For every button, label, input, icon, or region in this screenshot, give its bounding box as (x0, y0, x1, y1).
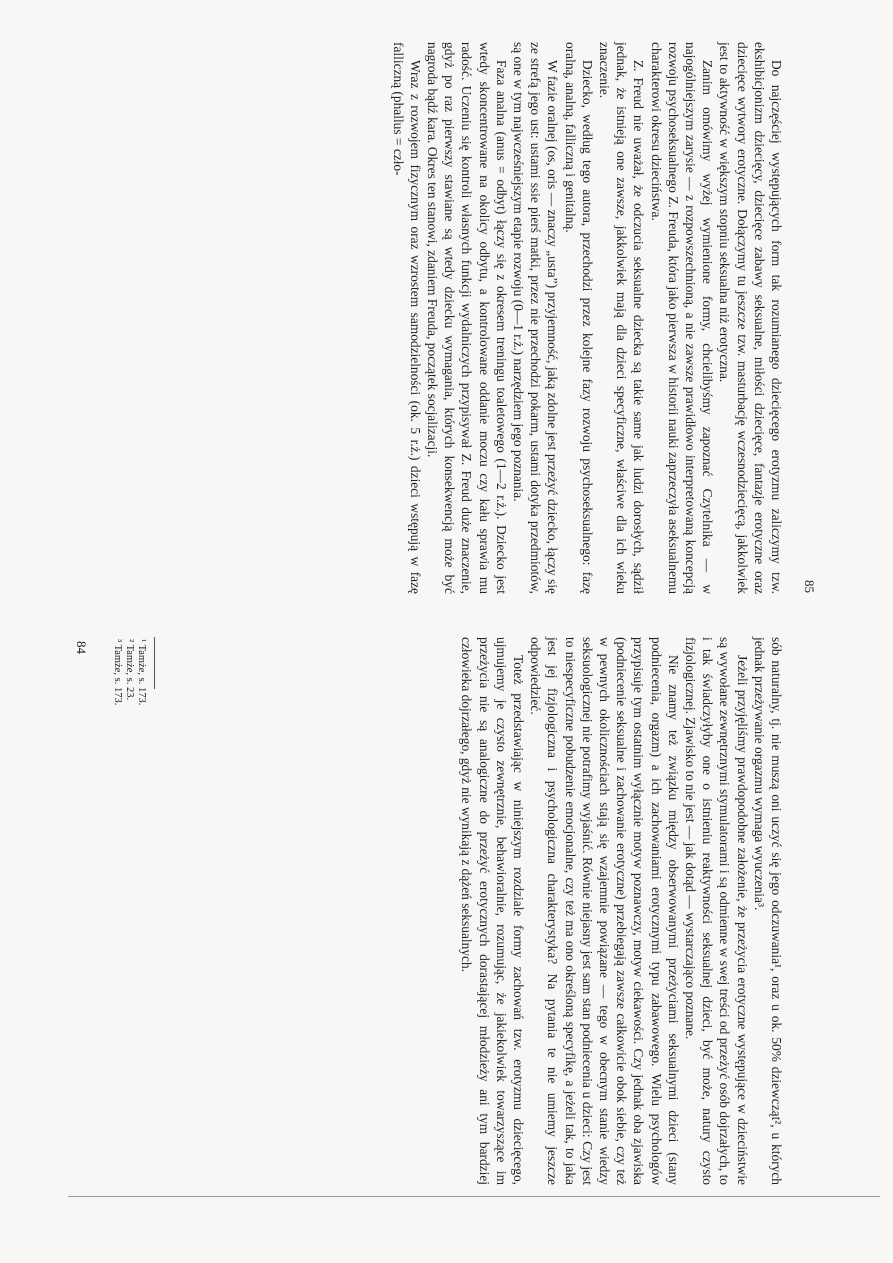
footnote-rule (154, 637, 155, 689)
paragraph: W fazie oralnej (os, oris — znaczy „usta”) przyjemność, jaką zdolne jest przeżyć dziecko, łączy się ze strefą jego ust: ustami ssie pierś matki, przez nie przechodzi pokarm, ustami dotyka przedmiotów, są one w tym najwcześniejszym etapie rozwoju (0—1 r.ż.) narzędziem jego poznania. (510, 42, 561, 594)
paragraph: Do najczęściej występujących form tak rozumianego dziecięcego erotyzmu zaliczymy tzw. ekshibicjonizm dziecięcy, dziecięce zabawy seksualne, miłości dziecięce, fantazje erotyczne oraz dziecięce wytwory erotyczne. Dołączymy tu jeszcze tzw. masturbację wczesnodziecięcą, jakkolwiek jest to aktywność w większym stopniu seksualna niż erotyczna. (717, 42, 784, 594)
page-84-text (458, 637, 785, 1185)
paragraph: Nie znamy też związku między obserwowanymi przeżyciami seksualnymi dzieci (stany podniecenia, orgazm) a ich zachowaniami erotycznymi typu zabawowego. Wielu psychologów przypisuje tym ostatnim wyłącznie motyw poznawczy, motyw ciekawości. Czy jednak oba zjawiska (podniecenie seksualne i zachowanie erotyczne) przebiegają zawsze całkowicie obok siebie, czy też w pewnych okolicznościach stają się wzajemnie powiązane — tego w obecnym stanie wiedzy seksuologicznej nie potrafimy wyjaśnić. Równie niejasny jest sam stan podniecenia u dzieci: Czy jest to niespecyficzne pobudzenie emocjonalne, czy też ma ono określoną specyfikę, a jeżeli tak, to jaka jest jej fizjologiczna i psychologiczna charakterystyka? Na pytania te nie umiemy jeszcze odpowiedzieć. (528, 637, 681, 1185)
paragraph: Wraz z rozwojem fizycznym oraz wzrostem samodzielności (ok. 5 r.ż.) dzieci wstępują w fazę falliczną (phallus = czło- (390, 42, 423, 594)
paragraph: sób naturalny, tj. nie muszą oni uczyć się jego odczuwania¹, oraz u ok. 50% dziewcząt², u których jednak przeżywanie orgazmu wymaga wyuczenia³. (751, 637, 784, 1185)
page-number-85: 85 (802, 580, 817, 593)
footnote-2: ² Tamże, s. 23. (124, 639, 135, 701)
paragraph: Toteż przedstawiając w niniejszym rozdziale formy zachowań tzw. erotyzmu dziecięcego, ujmujemy je czysto zewnętrznie, behawioralnie, rozumując, że jakiekolwiek towarzyszące im przeżycia nie są analogiczne do przeżyć erotycznych dorastającej młodzieży ani tym bardziej człowieka dojrzałego, gdyż nie wynikają z dążeń seksualnych. (459, 637, 526, 1185)
footnote-3: ³ Tamże, s. 173. (112, 639, 123, 706)
footnotes (111, 639, 147, 839)
paragraph: Dziecko, według tego autora, przechodzi przez kolejne fazy rozwoju psychoseksualnego: fazę oralną, analną, falliczną i genitalną. (562, 42, 595, 594)
page-84 (0, 631, 893, 1263)
footnote-1: ¹ Tamże, s. 173. (136, 639, 147, 706)
page-edge-shadow (68, 1196, 880, 1197)
paragraph: Jeżeli przyjęliśmy prawdopodobne założenie, że przeżycia erotyczne występujące w dzieciństwie są wywołane zewnętrznymi stymulatorami i są odmienne w swej treści od przeżyć osób dojrzałych, to i tak świadczyłyby one o istnieniu reaktywności seksualnej dzieci, być może, natury czysto fizjologicznej. Zjawisko to nie jest — jak dotąd — wystarczająco poznane. (682, 637, 750, 1185)
page-number-84: 84 (74, 641, 89, 654)
page-85 (0, 0, 893, 631)
page-85-text (389, 42, 785, 594)
paragraph: Z. Freud nie uważał, że odczucia seksualne dziecka są takie same jak ludzi dorosłych, sądził jednak, że istnieją one zawsze, jakkolwiek mają dla dzieci specyficzne, właściwe dla ich wieku znaczenie. (596, 42, 647, 594)
paragraph: Faza analna (anus = odbyt) łączy się z okresem treningu toaletowego (1—2 r.ż.). Dziecko jest wtedy skoncentrowane na okolicy odbytu, a kontrolowane oddanie moczu czy kału sprawia mu radość. Uczeniu się kontroli własnych funkcji wydalniczych przypisywał Z. Freud duże znaczenie, gdyż po raz pierwszy stawiane są wtedy dziecku wymagania, których konsekwencją może być nagroda bądź kara. Okres ten stanowi, zdaniem Freuda, początek socjalizacji. (424, 42, 509, 594)
paragraph: Zanim omówimy wyżej wymienione formy, chcielibyśmy zapoznać Czytelnika — w najogólniejszym zarysie — z rozpowszechnioną, a nie zawsze prawidłowo interpretowaną koncepcją rozwoju psychoseksualnego Z. Freuda, która jako pierwsza w historii nauki zaprzeczyła aseksualnemu charakterowi okresu dzieciństwa. (648, 42, 716, 594)
